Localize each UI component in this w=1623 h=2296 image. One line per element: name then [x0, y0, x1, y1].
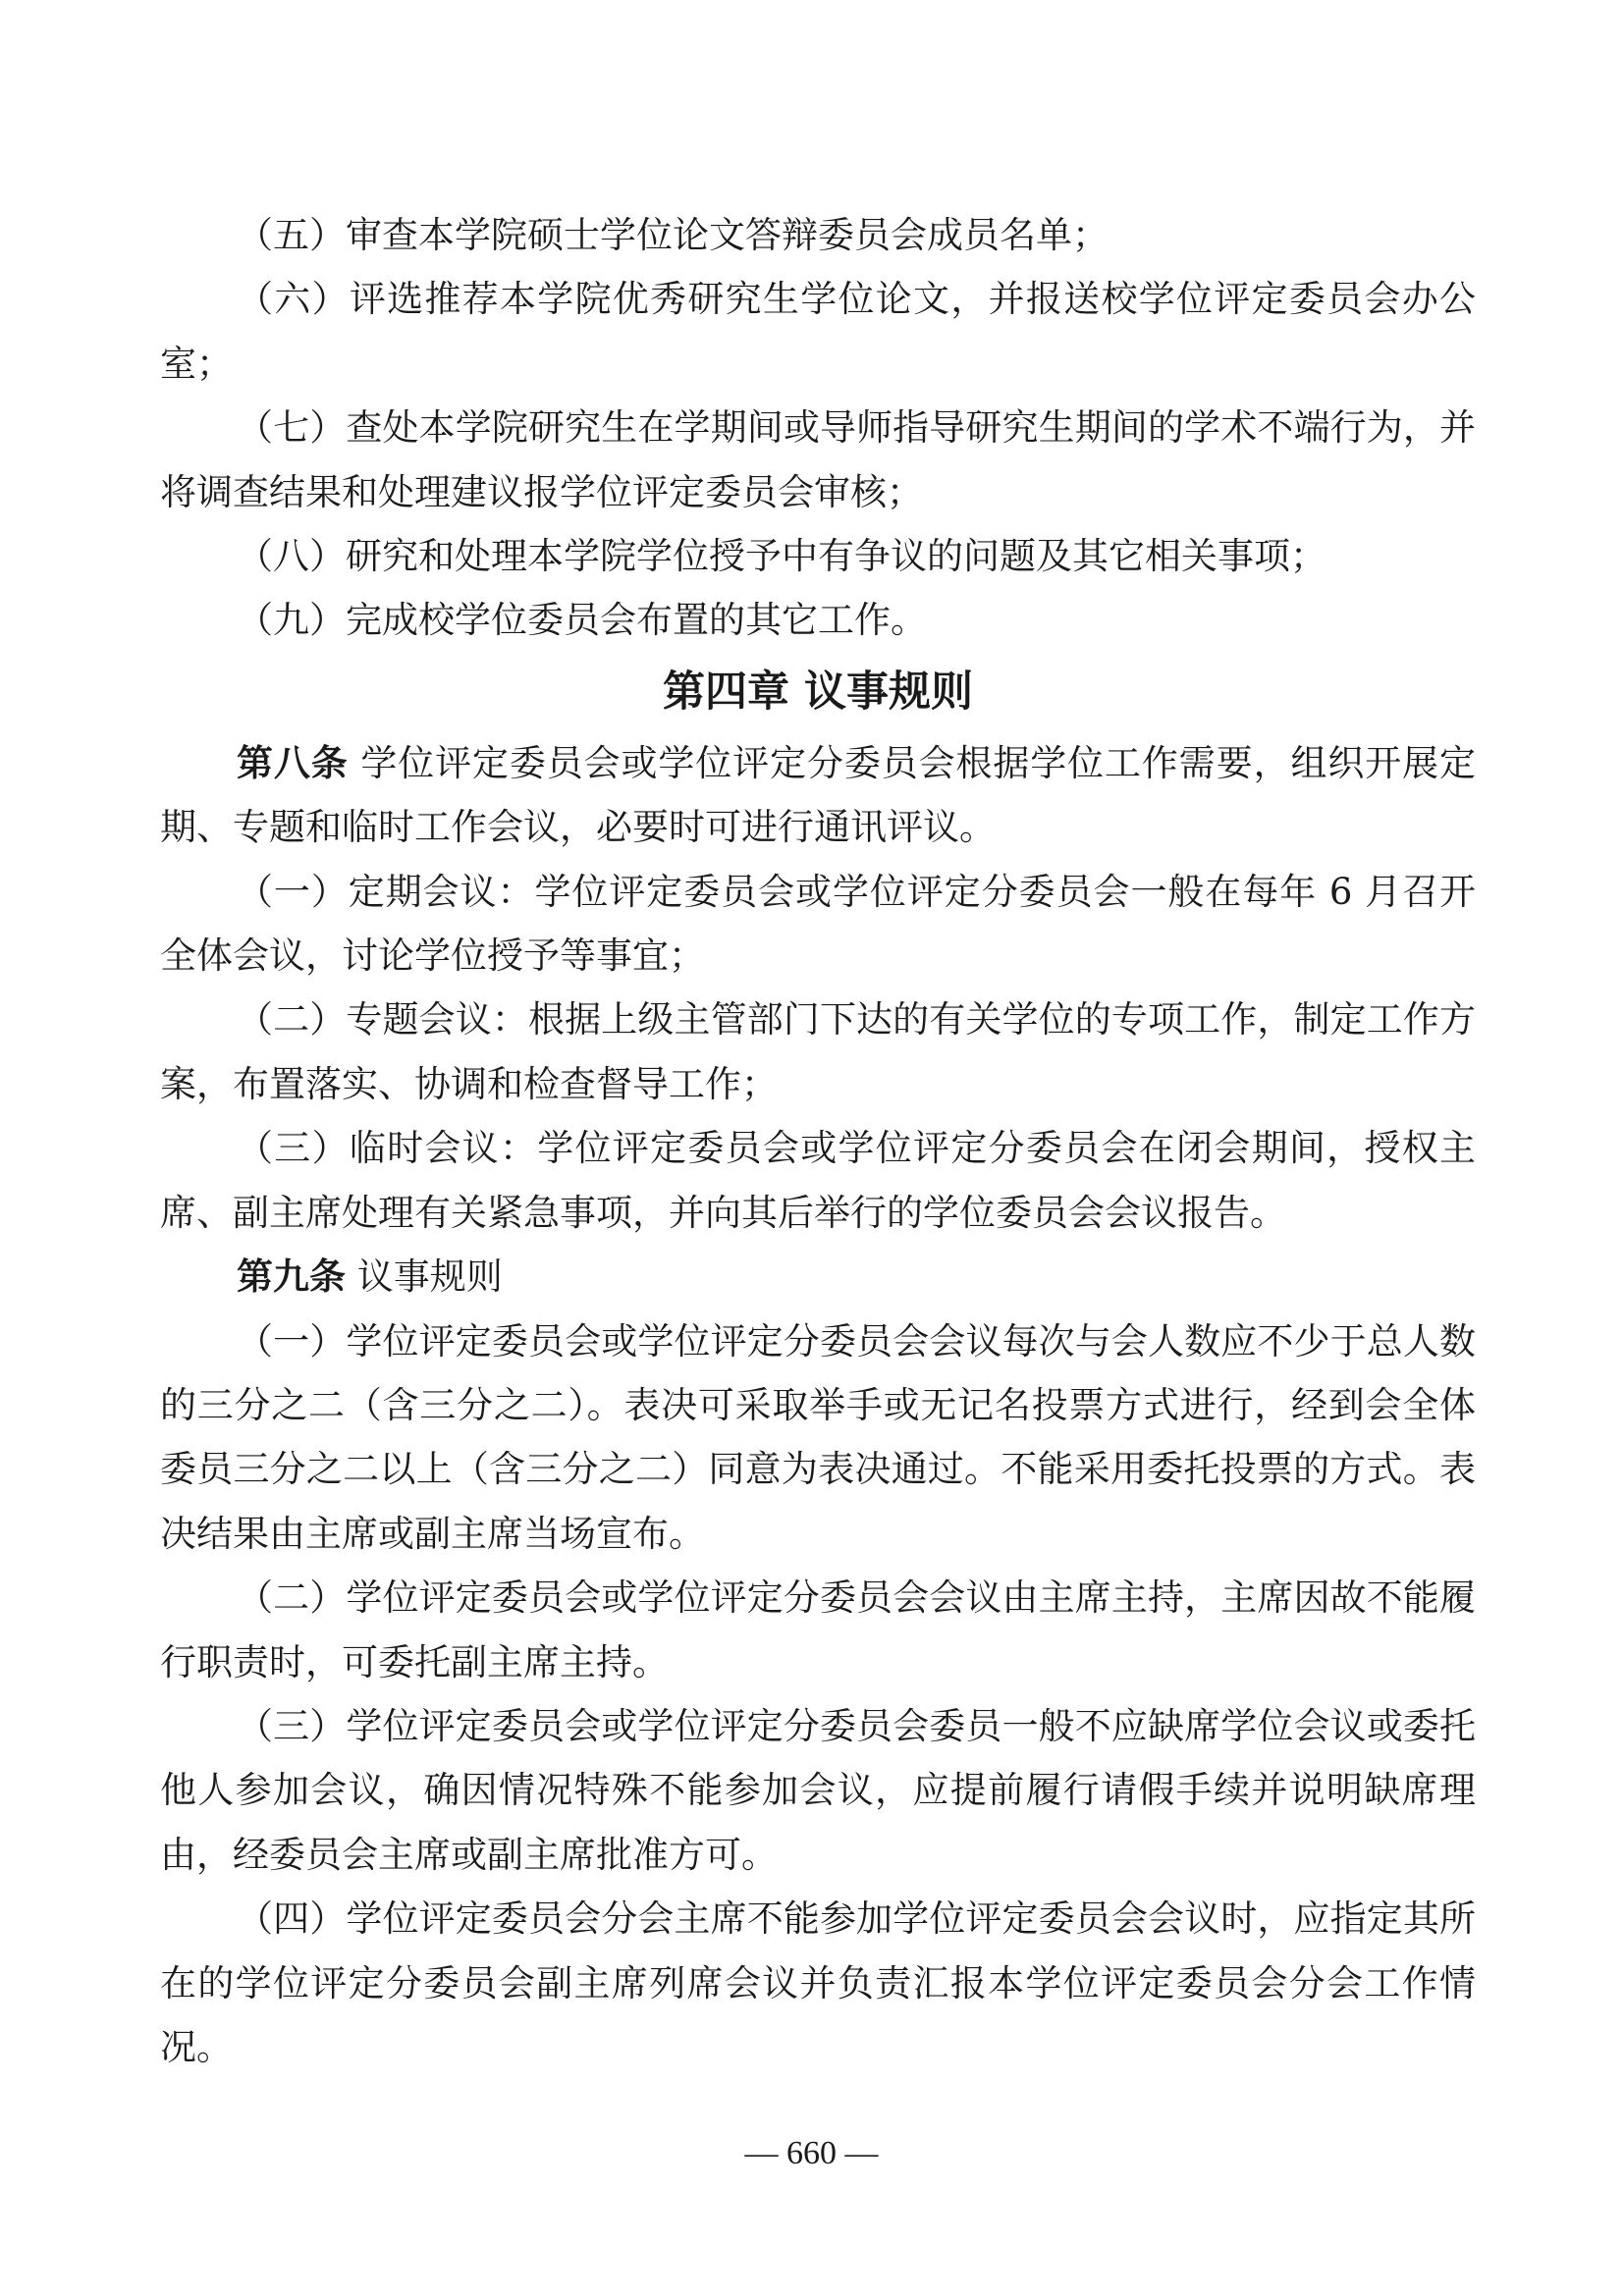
article-8-item-1: （一）定期会议：学位评定委员会或学位评定分委员会一般在每年 6 月召开全体会议，讨论学位授予等事宜；: [160, 870, 1476, 978]
paragraph-item-5: （五）审查本学院硕士学位论文答辩委员会成员名单；: [237, 214, 1109, 256]
chapter-title: 第四章 议事规则: [663, 667, 973, 717]
page-number: — 660 —: [744, 2135, 879, 2171]
article-9-item-1: （一）学位评定委员会或学位评定分委员会会议每次与会人数应不少于总人数的三分之二（含三分之二）。表决可采取举手或无记名投票方式进行，经到会全体委员三分之二以上（含三分之二）同意为表决通过。不能采用委托投票的方式。表决结果由主席或副主席当场宣布。: [160, 1319, 1476, 1555]
article-9-text: 议事规则: [346, 1255, 503, 1299]
article-9-label: 第九条: [237, 1255, 346, 1299]
paragraph-item-6: （六）评选推荐本学院优秀研究生学位论文，并报送校学位评定委员会办公室；: [160, 278, 1476, 385]
paragraph-item-9: （九）完成校学位委员会布置的其它工作。: [237, 599, 927, 642]
article-8: [160, 731, 1476, 860]
paragraph-item-8: （八）研究和处理本学院学位授予中有争议的问题及其它相关事项；: [237, 535, 1326, 578]
article-8-text: 学位评定委员会或学位评定分委员会根据学位工作需要，组织开展定期、专题和临时工作会议，必要时可进行通讯评议。: [160, 741, 1477, 849]
article-9-item-4: （四）学位评定委员会分会主席不能参加学位评定委员会会议时，应指定其所在的学位评定分委员会副主席列席会议并负责汇报本学位评定委员会分会工作情况。: [160, 1897, 1476, 2068]
article-9: [160, 1245, 1476, 1308]
document-body: [160, 203, 1476, 2079]
paragraph-item-7: （七）查处本学院研究生在学期间或导师指导研究生期间的学术不端行为，并将调查结果和处理建议报学位评定委员会审核；: [160, 406, 1476, 513]
article-8-label: 第八条: [237, 741, 349, 784]
article-9-item-3: （三）学位评定委员会或学位评定分委员会委员一般不应缺席学位会议或委托他人参加会议，确因情况特殊不能参加会议，应提前履行请假手续并说明缺席理由，经委员会主席或副主席批准方可。: [160, 1704, 1476, 1876]
article-9-item-2: （二）学位评定委员会或学位评定分委员会会议由主席主持，主席因故不能履行职责时，可委托副主席主持。: [160, 1576, 1476, 1683]
article-8-item-2: （二）专题会议：根据上级主管部门下达的有关学位的专项工作，制定工作方案，布置落实、协调和检查督导工作；: [160, 998, 1476, 1105]
article-8-item-3: （三）临时会议：学位评定委员会或学位评定分委员会在闭会期间，授权主席、副主席处理有关紧急事项，并向其后举行的学位委员会会议报告。: [160, 1127, 1476, 1234]
